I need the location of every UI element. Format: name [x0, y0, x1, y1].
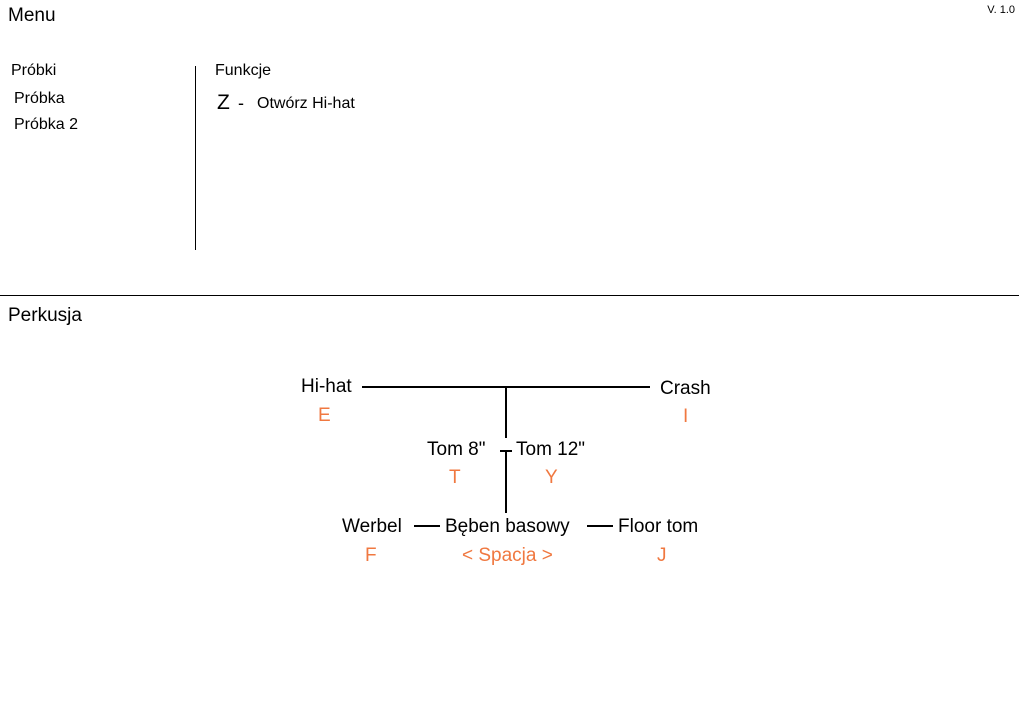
- drum-key-snare: F: [365, 545, 377, 566]
- samples-heading: Próbki: [11, 62, 57, 79]
- drum-label-hihat[interactable]: Hi-hat: [301, 376, 352, 397]
- column-divider: [195, 66, 196, 250]
- drum-key-floor-tom: J: [657, 545, 667, 566]
- functions-heading: Funkcje: [215, 62, 272, 79]
- menu-title: Menu: [8, 5, 56, 26]
- version-label: V. 1.0: [987, 4, 1015, 16]
- drum-label-bass[interactable]: Bęben basowy: [445, 516, 570, 537]
- drum-key-tom-8: T: [449, 467, 461, 488]
- drum-label-floor-tom[interactable]: Floor tom: [618, 516, 699, 537]
- function-key: Z: [217, 91, 230, 114]
- section-divider: [0, 295, 1019, 296]
- drum-key-crash: I: [683, 406, 689, 427]
- drum-label-snare[interactable]: Werbel: [342, 516, 402, 537]
- sample-item-probka-2[interactable]: Próbka 2: [14, 116, 79, 133]
- function-separator: -: [238, 93, 244, 113]
- drum-label-tom-8[interactable]: Tom 8": [427, 439, 486, 460]
- drum-key-tom-12: Y: [545, 467, 558, 488]
- connector-bass-floortom: [587, 525, 613, 527]
- drum-key-hihat: E: [318, 405, 331, 426]
- function-label-open-hihat: Otwórz Hi-hat: [257, 95, 355, 112]
- drum-key-bass: < Spacja >: [462, 545, 553, 566]
- connector-cymbals-to-toms: [505, 386, 507, 438]
- drum-label-tom-12[interactable]: Tom 12": [516, 439, 586, 460]
- sample-item-probka[interactable]: Próbka: [14, 90, 65, 107]
- drum-label-crash[interactable]: Crash: [660, 378, 711, 399]
- percussion-title: Perkusja: [8, 305, 82, 326]
- connector-toms-to-bass: [505, 450, 507, 513]
- connector-snare-bass: [414, 525, 440, 527]
